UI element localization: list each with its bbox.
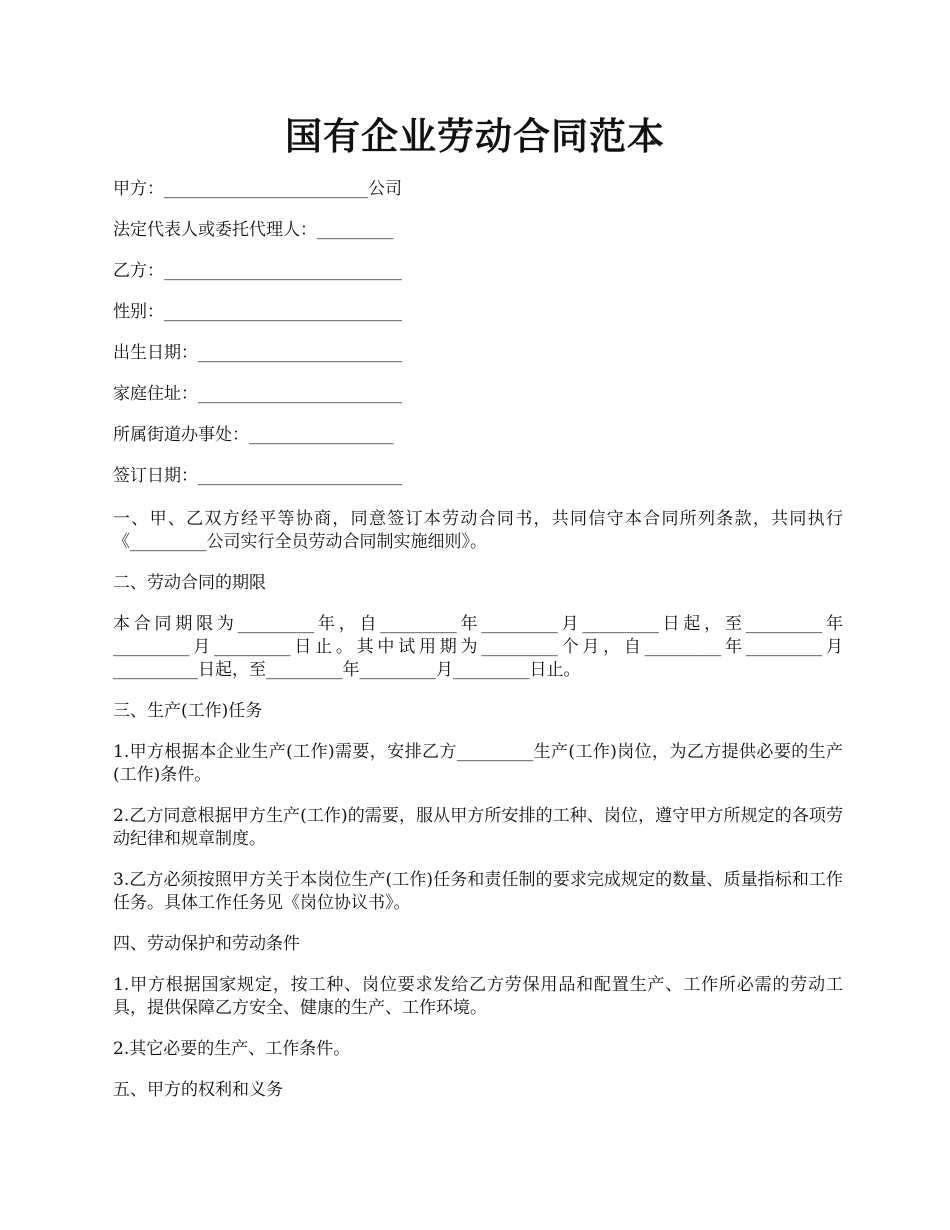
section-heading: 三、生产(工作)任务: [113, 701, 263, 721]
field-home-address: [113, 383, 843, 424]
field-label: 家庭住址：: [113, 384, 198, 404]
clause-paragraph: 1.甲方根据本企业生产(工作)需要，安排乙方_________生产(工作)岗位，为乙方提供必要的生产(工作)条件。: [113, 742, 843, 785]
field-legal-representative: [113, 219, 843, 260]
field-blank: ____________________________: [164, 261, 402, 281]
field-label: 所属街道办事处：: [113, 425, 249, 445]
clause-paragraph: 1.甲方根据国家规定，按工种、岗位要求发给乙方劳保用品和配置生产、工作所必需的劳动工具，提供保障乙方安全、健康的生产、工作环境。: [113, 975, 843, 1018]
field-gender: [113, 301, 843, 342]
field-party-a: [113, 178, 843, 219]
field-blank: _________________: [249, 425, 394, 445]
clause-paragraph: 3.乙方必须按照甲方关于本岗位生产(工作)任务和责任制的要求完成规定的数量、质量指标和工作任务。具体工作任务见《岗位协议书》。: [113, 870, 843, 913]
field-blank: ____________________________: [164, 302, 402, 322]
field-suffix: 公司: [368, 179, 402, 199]
field-birth-date: [113, 342, 843, 383]
clause-paragraph: 2.其它必要的生产、工作条件。: [113, 1039, 351, 1059]
section-heading: 五、甲方的权利和义务: [113, 1080, 283, 1100]
field-signing-date: [113, 465, 843, 506]
field-label: 签订日期：: [113, 466, 198, 486]
field-blank: ________________________: [198, 343, 402, 363]
document-body: [113, 178, 843, 1120]
field-label: 甲方：: [113, 179, 164, 199]
section-heading: 二、劳动合同的期限: [113, 573, 266, 593]
clause-paragraph: 本合同期限为_________年，自_________年_________月_________日起，至_________年_________月_________日止。其中试用期为_________个月，自_________年_________月__________日起，至_________年_________月_________日止。: [113, 614, 843, 680]
section-heading: 四、劳动保护和劳动条件: [113, 934, 300, 954]
field-blank: _________: [317, 220, 394, 240]
field-party-b: [113, 260, 843, 301]
field-blank: ________________________: [164, 179, 368, 199]
field-street-office: [113, 424, 843, 465]
clause-paragraph: 一、甲、乙双方经平等协商，同意签订本劳动合同书，共同信守本合同所列条款，共同执行《_________公司实行全员劳动合同制实施细则》。: [113, 509, 843, 552]
clause-paragraph: 2.乙方同意根据甲方生产(工作)的需要，服从甲方所安排的工种、岗位，遵守甲方所规定的各项劳动纪律和规章制度。: [113, 806, 843, 849]
field-label: 乙方：: [113, 261, 164, 281]
field-blank: ________________________: [198, 466, 402, 486]
field-blank: ________________________: [198, 384, 402, 404]
field-label: 性别：: [113, 302, 164, 322]
document-title: 国有企业劳动合同范本: [285, 114, 665, 158]
field-label: 法定代表人或委托代理人：: [113, 220, 317, 240]
field-label: 出生日期：: [113, 343, 198, 363]
